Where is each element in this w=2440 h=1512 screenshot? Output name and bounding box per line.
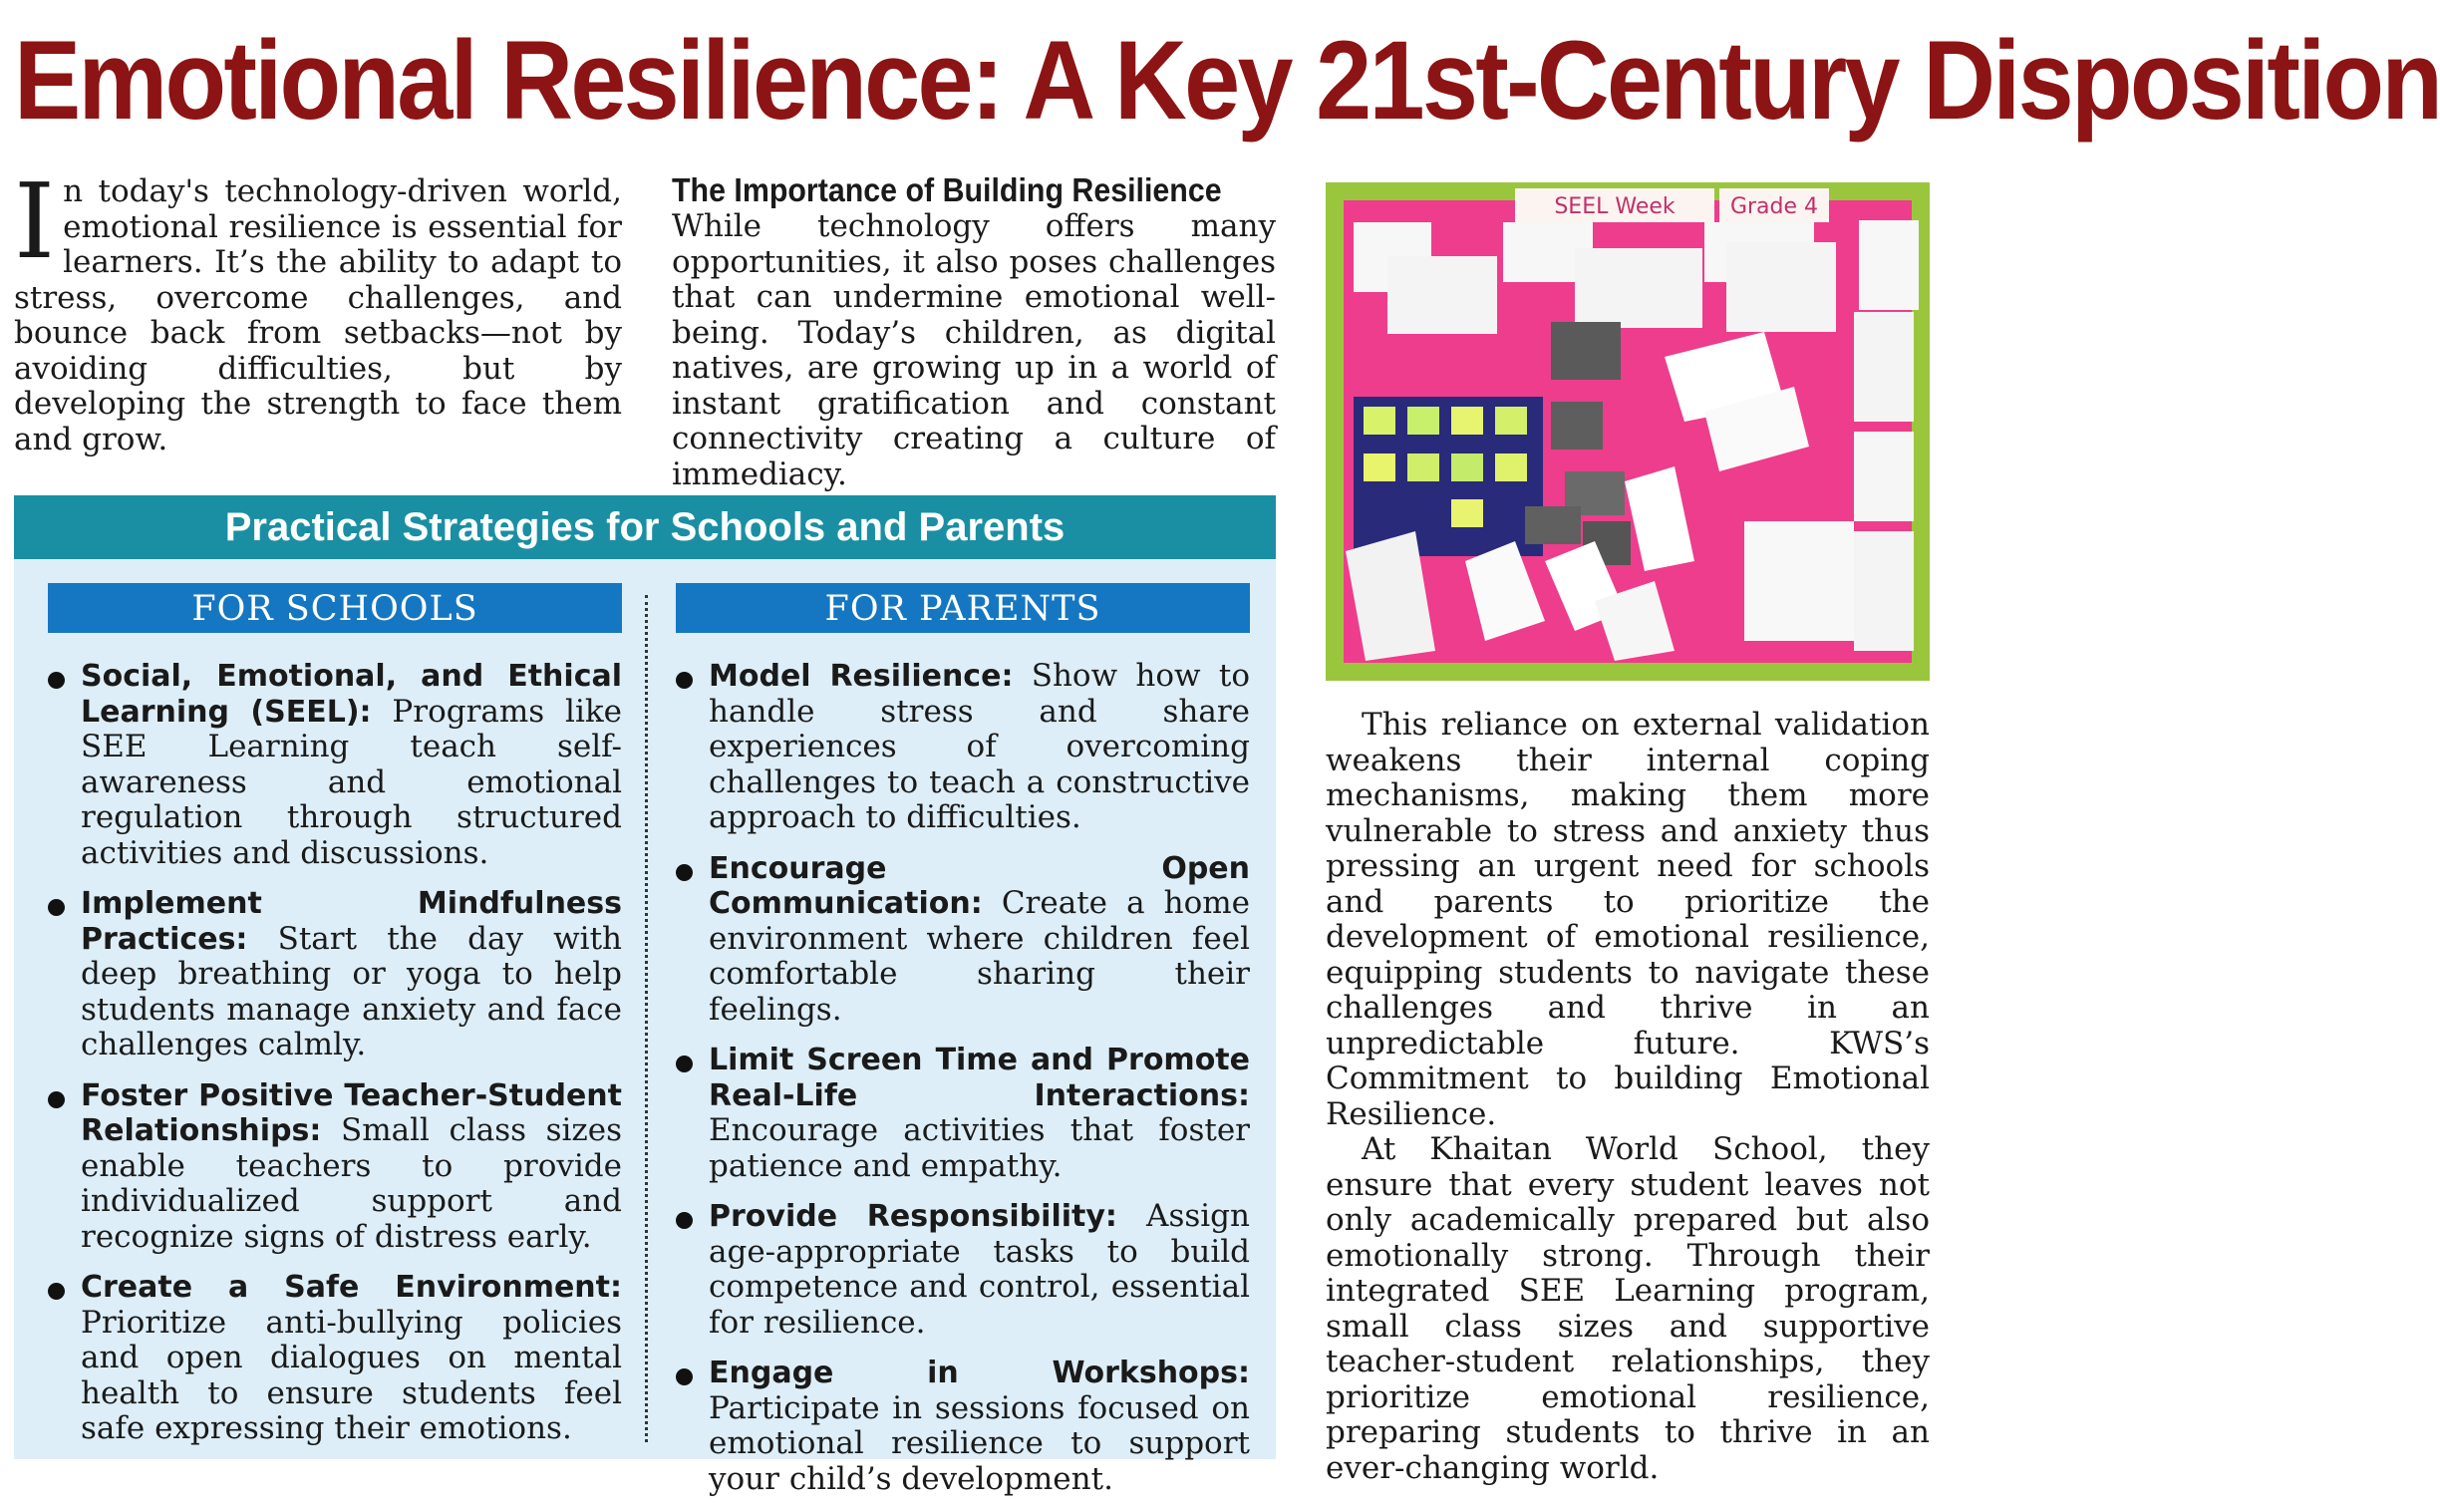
list-item xyxy=(48,659,622,871)
intro-text: n today's technology-driven world, emotional resilience is essential for learners. It’s the ability to adapt to stress, overcome challenges, and bounce back from setbacks—not by avoiding difficulties, but by developing the strength to face them and grow. xyxy=(14,173,622,457)
schools-header: FOR SCHOOLS xyxy=(48,583,622,633)
note-card xyxy=(1726,242,1836,332)
sticky-note xyxy=(1495,454,1527,481)
bullet-icon xyxy=(676,1056,693,1072)
item-lead: Provide Responsibility: xyxy=(709,1199,1117,1234)
parents-list xyxy=(676,659,1250,1497)
bullet-icon xyxy=(48,1283,65,1300)
list-item xyxy=(676,659,1250,836)
note-card xyxy=(1854,432,1914,521)
note-card xyxy=(1575,248,1702,328)
pledge-sheet xyxy=(1744,521,1854,641)
bullet-icon xyxy=(676,864,693,881)
item-lead: Limit Screen Time and Promote Real-Life Interactions: xyxy=(709,1043,1250,1113)
list-item xyxy=(676,1043,1250,1184)
item-text: Assign age-appropriate tasks to build competence and control, essential for resilience. xyxy=(709,1198,1250,1341)
note-card xyxy=(1859,220,1919,310)
intro-paragraph xyxy=(14,160,622,457)
item-text: Start the day with deep breathing or yoga to help students manage anxiety and face challenges calmly. xyxy=(81,920,622,1062)
right-paragraph-2: At Khaitan World School, they ensure that every student leaves not only academically prepared but also emotionally strong. Through their integrated SEE Learning program, small class sizes and supportive teacher-student relationships, they prioritize emotional resilience, preparing students to thrive in an ever-changing world. xyxy=(1326,1131,1930,1486)
bullet-icon xyxy=(48,672,65,689)
sticky-note xyxy=(1451,454,1483,481)
item-lead: Foster Positive Teacher-Student Relationships: xyxy=(81,1077,622,1148)
list-item xyxy=(676,1356,1250,1497)
bulletin-board-illustration xyxy=(1326,182,1930,681)
importance-section xyxy=(672,171,1276,492)
schools-column xyxy=(48,583,622,1462)
banner-text-left: SEEL Week xyxy=(1554,194,1676,219)
importance-text: While technology offers many opportunities, it also poses challenges that can undermine emotional well-being. Today’s children, as digital natives, are growing up in a world of instant gratification and constant connectivity creating a culture of immediacy. xyxy=(672,208,1276,492)
item-text: Programs like SEE Learning teach self-awareness and emotional regulation through structured activities and discussions. xyxy=(81,693,622,871)
photo-print xyxy=(1525,506,1581,544)
item-lead: Encourage Open Communication: xyxy=(709,850,1250,921)
strategies-banner: Practical Strategies for Schools and Parents xyxy=(14,495,1276,559)
note-card xyxy=(1387,256,1497,334)
right-column-text xyxy=(1326,708,1930,1486)
note-card xyxy=(1854,531,1914,651)
sticky-note xyxy=(1364,407,1395,435)
item-text: Show how to handle stress and share experiences of overcoming challenges to teach a constructive approach to difficulties. xyxy=(709,658,1250,835)
item-text: Encourage activities that foster patience and empathy. xyxy=(709,1112,1250,1184)
list-item xyxy=(676,1199,1250,1341)
photo-print xyxy=(1551,322,1621,380)
item-lead: Engage in Workshops: xyxy=(709,1356,1250,1390)
item-lead: Implement Mindfulness Practices: xyxy=(81,886,622,957)
list-item xyxy=(48,1270,622,1447)
parents-header: FOR PARENTS xyxy=(676,583,1250,633)
importance-heading: The Importance of Building Resilience xyxy=(672,171,1222,208)
parents-column xyxy=(676,583,1250,1512)
strategies-box xyxy=(14,495,1276,1497)
drop-cap: I xyxy=(14,160,56,282)
item-text: Prioritize anti-bullying policies and open dialogues on mental health to ensure students feel safe expressing their emotions. xyxy=(81,1304,622,1446)
bullet-icon xyxy=(48,899,65,916)
banner-text-right: Grade 4 xyxy=(1729,194,1819,219)
column-divider xyxy=(645,595,648,1442)
bullet-icon xyxy=(676,672,693,689)
list-item xyxy=(48,886,622,1063)
item-text: Small class sizes enable teachers to provide individualized support and recognize signs of distress early. xyxy=(81,1112,622,1255)
bullet-icon xyxy=(48,1091,65,1108)
item-text: Participate in sessions focused on emotional resilience to support your child’s development. xyxy=(709,1389,1250,1497)
sticky-note xyxy=(1407,454,1439,481)
item-lead: Model Resilience: xyxy=(709,659,1014,694)
bulletin-board-photo xyxy=(1326,182,1930,681)
list-item xyxy=(48,1078,622,1256)
headline: Emotional Resilience: A Key 21st-Century Disposition xyxy=(14,18,2440,143)
bullet-icon xyxy=(676,1212,693,1229)
photo-print xyxy=(1551,402,1603,450)
note-card xyxy=(1854,312,1914,422)
item-text: Create a home environment where children feel comfortable sharing their feelings. xyxy=(709,885,1250,1028)
right-paragraph-1: This reliance on external validation weakens their internal coping mechanisms, making them more vulnerable to stress and anxiety thus pressing an urgent need for schools and parents to prioritize the development of emotional resilience, equipping students to navigate these challenges and thrive in an unpredictable future. KWS’s Commitment to building Emotional Resilience. xyxy=(1326,707,1930,1132)
list-item xyxy=(676,851,1250,1029)
item-lead: Social, Emotional, and Ethical Learning (SEEL): xyxy=(81,659,622,730)
sticky-note xyxy=(1407,407,1439,435)
sticky-note xyxy=(1364,454,1395,481)
bullet-icon xyxy=(676,1368,693,1385)
sticky-note xyxy=(1495,407,1527,435)
sticky-note xyxy=(1451,499,1483,527)
schools-list xyxy=(48,659,622,1447)
sticky-note xyxy=(1451,407,1483,435)
item-lead: Create a Safe Environment: xyxy=(81,1270,622,1305)
